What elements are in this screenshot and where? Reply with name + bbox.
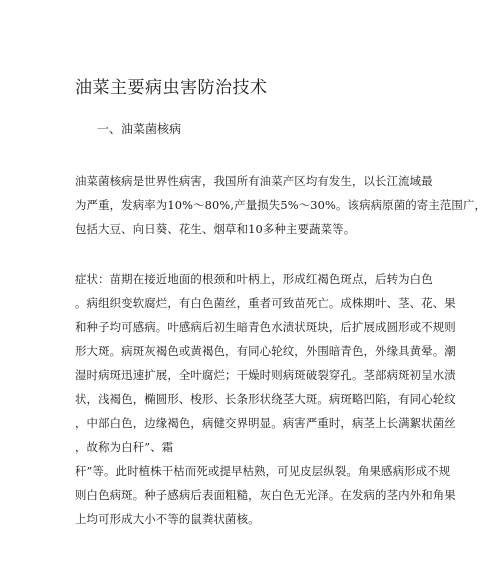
paragraph-line: 状，浅褐色，椭圆形、梭形、长条形状绕茎大斑。病斑略凹陷，有同心轮纹 [75, 392, 456, 406]
paragraph-line: 为严重，发病率为10%～80%,产量损失5%～30%。该病病原菌的寄主范围广， [75, 198, 487, 212]
paragraph-line: 症状：苗期在接近地面的根颈和叶柄上，形成红褐色斑点，后转为白色 [75, 272, 433, 286]
section-heading: 一、油菜菌核病 [97, 122, 182, 136]
document-title: 油菜主要病虫害防治技术 [75, 78, 268, 98]
paragraph-line: 油菜菌核病是世界性病害，我国所有油菜产区均有发生，以长江流域最 [75, 174, 433, 188]
paragraph-line: 。病组织变软腐烂，有白色菌丝，重者可致苗死亡。成株期叶、茎、花、果 [75, 296, 456, 310]
paragraph-line: ，中部白色，边缘褐色，病健交界明显。病害严重时，病茎上长满絮状菌丝 [75, 416, 456, 430]
paragraph-line: 形大斑。病斑灰褐色或黄褐色，有同心轮纹，外围暗青色，外缘具黄晕。潮 [75, 344, 456, 358]
paragraph-symptoms [75, 267, 456, 531]
paragraph-line: 湿时病斑迅速扩展，全叶腐烂；干燥时则病斑破裂穿孔。茎部病斑初呈水渍 [75, 368, 456, 382]
paragraph-line: 和种子均可感病。叶感病后初生暗青色水渍状斑块，后扩展成圆形或不规则 [75, 320, 456, 334]
paragraph-intro [75, 169, 487, 241]
paragraph-line: 包括大豆、向日葵、花生、烟草和10多种主要蔬菜等。 [75, 222, 356, 236]
paragraph-line: 则白色病斑。种子感病后表面粗糙，灰白色无光泽。在发病的茎内外和角果 [75, 488, 456, 502]
paragraph-line: 上均可形成大小不等的鼠粪状菌核。 [75, 512, 260, 526]
paragraph-line: ，故称为白秆”、霜 [75, 440, 174, 454]
paragraph-line: 秆”等。此时植株干枯而死或提早枯熟，可见皮层纵裂。角果感病形成不规 [75, 464, 451, 478]
